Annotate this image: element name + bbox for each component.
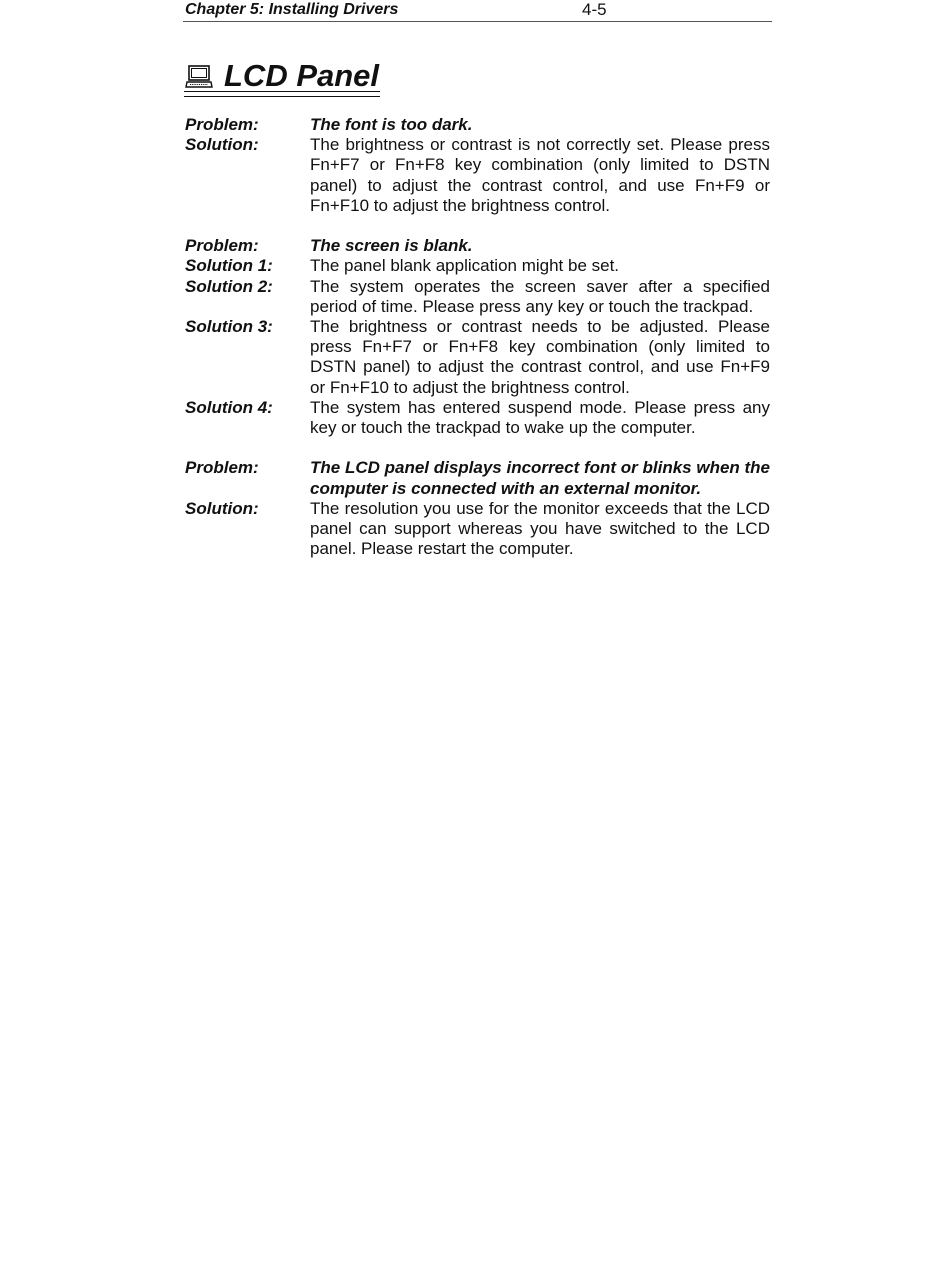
- solution-text: The system has entered suspend mode. Please press any key or touch the trackpad to wake up the computer.: [310, 397, 770, 438]
- chapter-title: Chapter 5: Installing Drivers: [185, 1, 399, 18]
- solution-text: The brightness or contrast is not correctly set. Please press Fn+F7 or Fn+F8 key combination (only limited to DSTN panel) to adjust the contrast control, and use Fn+F9 or Fn+F10 to adjust the brightness control.: [310, 135, 770, 215]
- solution-text: The resolution you use for the monitor exceeds that the LCD panel can support whereas you have switched to the LCD panel. Please restart the computer.: [310, 498, 770, 559]
- solution-label: Solution 3:: [185, 317, 273, 337]
- page-number: 4-5: [582, 0, 607, 19]
- solution-text: The system operates the screen saver after a specified period of time. Please press any key or touch the trackpad.: [310, 276, 770, 316]
- problem-text: The LCD panel displays incorrect font or blinks when the computer is connected with an external monitor.: [310, 458, 771, 498]
- problem-label: Problem:: [185, 236, 259, 256]
- solution-label: Solution:: [185, 498, 259, 518]
- solution-label: Solution 4:: [185, 397, 273, 417]
- solution-text: The brightness or contrast needs to be adjusted. Please press Fn+F7 or Fn+F8 key combination (only limited to DSTN panel) to adjust the contrast control, and use Fn+F9 or Fn+F10 to adjust the brightness control.: [310, 317, 770, 397]
- page-header: [183, 0, 772, 22]
- solution-text: The panel blank application might be set.: [310, 256, 620, 276]
- problem-label: Problem:: [185, 115, 259, 134]
- problem-label: Problem:: [185, 458, 259, 478]
- problem-text: The font is too dark.: [310, 115, 473, 134]
- problem-row: [185, 115, 770, 135]
- issue-font-too-dark: [185, 115, 770, 216]
- heading-double-underline: [184, 91, 380, 97]
- solution-row: [185, 398, 770, 438]
- section-heading: [184, 58, 379, 94]
- issue-incorrect-font-external-monitor: [185, 458, 770, 559]
- solution-label: Solution 2:: [185, 276, 273, 296]
- solution-row: [185, 135, 770, 216]
- problem-row: [185, 236, 770, 256]
- solution-label: Solution 1:: [185, 256, 273, 276]
- solution-row: [185, 256, 770, 276]
- solution-row: [185, 499, 770, 560]
- solution-row: [185, 277, 770, 317]
- laptop-icon: [184, 61, 214, 91]
- problem-text: The screen is blank.: [310, 236, 473, 256]
- solution-row: [185, 317, 770, 398]
- problem-row: [185, 458, 770, 498]
- section-title: LCD Panel: [224, 58, 380, 93]
- solution-label: Solution:: [185, 135, 259, 155]
- troubleshooting-content: [185, 115, 770, 580]
- issue-screen-blank: [185, 236, 770, 438]
